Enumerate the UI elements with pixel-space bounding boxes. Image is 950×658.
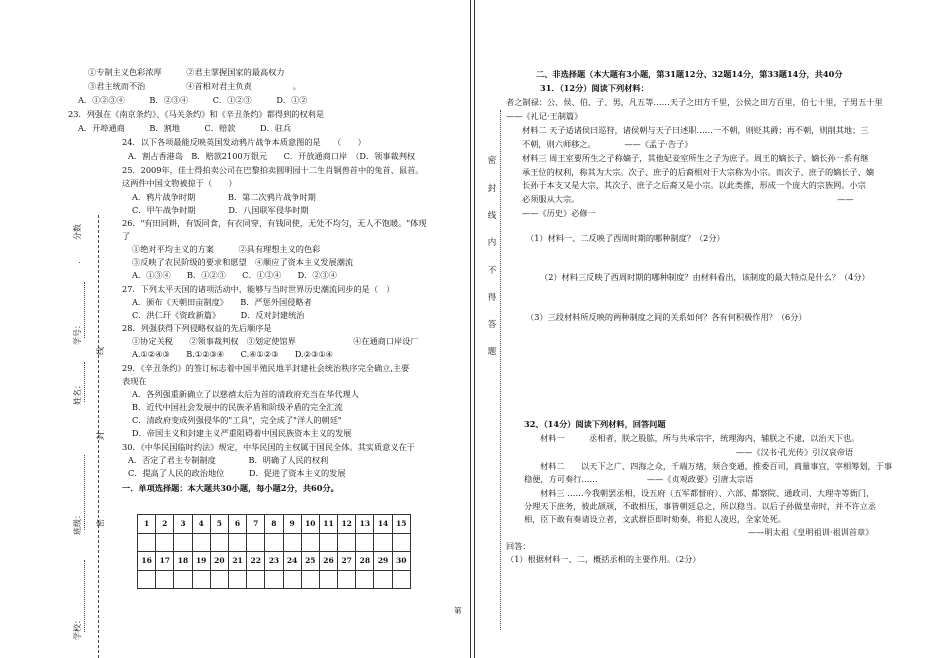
q31-sub-2: （2）材料三反映了西周时期的哪种制度？由材料看出，该制度的最大特点是什么？（4分） [540, 272, 870, 282]
answer-cell[interactable] [356, 570, 374, 589]
material-line: 长孙于本支又是大宗，其次子、庶子之后裔又是小宗。以此类推，形成一个庞大的宗族网。小宗 [522, 180, 866, 190]
grid-number: 29 [374, 552, 392, 571]
grid-number: 19 [192, 552, 210, 571]
question-28: 28．列强获得下列侵略权益的先后顺序是 [122, 323, 272, 333]
choice-line: A．开埠通商 B．割地 C．赔款 D．驻兵 [78, 123, 292, 133]
answer-cell[interactable] [210, 570, 228, 589]
grid-number: 3 [174, 515, 192, 534]
material-line: 承王位的权利，称其为大宗。次子、庶子的后裔相对于大宗称为小宗。而次子、庶子的嫡长子、嫡 [522, 167, 875, 177]
q31-sub-3: （3）三段材料所反映的两种制度之间的关系如何？各有何积极作用？（6分） [526, 312, 807, 322]
grid-number: 28 [356, 552, 374, 571]
grid-number: 11 [319, 515, 337, 534]
material-line: 材料一 丞相者，朕之股肱，所与共承宗宇，统理海内，辅朕之不逮，以治天下也。 [540, 433, 860, 443]
answer-cell[interactable] [356, 533, 374, 552]
grid-number: 12 [338, 515, 356, 534]
grid-number: 7 [247, 515, 265, 534]
grid-number: 14 [374, 515, 392, 534]
option-line: ①专制主义色彩浓厚 ②君主掌握国家的最高权力 [88, 67, 285, 77]
choice-line: A.①②④③ B.①②③④ C.④①②③ D.②③①④ [132, 349, 334, 359]
seal-char: 答 [487, 320, 497, 330]
material-line: 相，臣下敢有奏请设立者，文武群臣即时劾奏，将犯人凌迟，全家处死。 [524, 514, 787, 524]
answer-cell[interactable] [301, 570, 319, 589]
material-line: 必须服从大宗。 —— [522, 194, 854, 204]
grid-number: 6 [228, 515, 246, 534]
fill-line-class [84, 455, 85, 530]
choice-line: B．近代中国社会发展中的民族矛盾和阶级矛盾的完全汇流 [132, 402, 343, 412]
material-line: 分理天下庶务，彼此颉颃，不敢相压，事皆朝廷总之，所以稳当。以后子孙做皇帝时，并不许立丞 [524, 501, 877, 511]
answer-grid-blank-row-1[interactable] [138, 533, 411, 552]
seal-line-right [500, 110, 501, 630]
answer-cell[interactable] [156, 533, 174, 552]
section-two-title: 二、非选择题（本大题有3小题，第31题12分、32题14分，第33题14分，共40分 [536, 69, 843, 79]
grid-number: 30 [392, 552, 410, 571]
grid-number: 15 [392, 515, 410, 534]
grid-number: 1 [138, 515, 156, 534]
fill-line-number [84, 282, 85, 338]
answer-cell[interactable] [138, 533, 156, 552]
option-line: ③君主统而不治 ④首相对君主负责 。 [88, 81, 301, 91]
grid-number: 16 [138, 552, 156, 571]
choice-line: A．颁布《天朝田亩制度》 B．严惩外国侵略者 [132, 297, 312, 307]
answer-cell[interactable] [283, 570, 301, 589]
answer-grid-blank-row-2[interactable] [138, 570, 411, 589]
grid-number: 10 [301, 515, 319, 534]
answer-cell[interactable] [392, 570, 410, 589]
answer-cell[interactable] [228, 570, 246, 589]
question-25: 25．2009年，佳士得拍卖公司在巴黎拍卖圆明园十二生肖铜兽首中的兔首、鼠首。 [122, 165, 424, 175]
grid-number: 18 [174, 552, 192, 571]
page-divider-right [474, 0, 475, 658]
fill-line-name [84, 362, 85, 402]
seal-char-line: 线 [96, 347, 105, 355]
material-line: 稳便，方可奏行…… ——《贞观政要》引唐太宗语 [524, 474, 754, 484]
seal-char: 得 [487, 293, 497, 303]
material-source: ——《礼记·王制篇》 [506, 111, 583, 121]
answer-label: 回答： [506, 541, 531, 551]
seal-char: 内 [487, 238, 497, 248]
material-line: 材料三 ……今我朝罢丞相，设五府（五军都督府）、六部、都察院、通政司、大理寺等衙门， [540, 488, 875, 498]
question-26-cont: 了 [122, 231, 131, 241]
material-line: 者之制禄：公、侯、伯、子、男，凡五等……天子之田方千里，公侯之田方百里，伯七十里，子男五十里 [506, 97, 883, 107]
choice-line: A．①③④ B．①②③ C．①②④ D．②③④ [132, 270, 337, 280]
choice-line: D．帝国主义和封建主义严重阻碍着中国民族资本主义的发展 [132, 428, 352, 438]
answer-cell[interactable] [319, 533, 337, 552]
grid-number: 21 [228, 552, 246, 571]
answer-cell[interactable] [156, 570, 174, 589]
margin-label-class: 班级： [73, 511, 82, 535]
material-line: 材料二 天子适诸侯曰巡狩，诸侯朝与天子曰述职……一不朝，则贬其爵；再不朝，则削其地；三 [522, 125, 869, 135]
grid-number: 13 [356, 515, 374, 534]
fill-line-school [84, 560, 85, 632]
seal-char-secret: 密 [96, 519, 105, 527]
choice-line: C．提高了人民的政治地位 D．促进了资本主义的发展 [128, 468, 346, 478]
choice-line: A．①②③④ B．②③④ C．①②③ D．①② [78, 95, 308, 105]
material-line: 材料三 周王室要所生之子称嫡子，其他妃妾室所生之子为庶子。周王的嫡长子、嫡长孙一系有继 [522, 153, 869, 163]
grid-number: 8 [265, 515, 283, 534]
grid-number: 26 [319, 552, 337, 571]
question-31-title: 31．（12分）阅读下列材料： [540, 83, 649, 93]
seal-char: 密 [487, 156, 497, 166]
grid-number: 24 [283, 552, 301, 571]
choice-line: A．否定了君主专制制度 B．明确了人民的权利 [128, 455, 329, 465]
question-29-cont: 表现在 [122, 376, 147, 386]
material-line: 材料二 以天下之广、四海之众，千端万绪，须合变通，推委百司，商量事宜，宰相筹划，于事 [540, 461, 893, 471]
answer-cell[interactable] [210, 533, 228, 552]
page-divider [470, 0, 471, 658]
grid-number: 4 [192, 515, 210, 534]
question-23: 23．列强在《南京条约》、《马关条约》和《辛丑条约》都得到的权利是 [68, 109, 325, 119]
option-line: ③反映了农民阶级的要求和愿望 ④顺应了资本主义发展潮流 [132, 257, 354, 267]
margin-label-school: 学校： [73, 616, 82, 640]
answer-cell[interactable] [301, 533, 319, 552]
grid-number: 25 [301, 552, 319, 571]
answer-grid [137, 514, 411, 589]
grid-number: 9 [283, 515, 301, 534]
choice-line: C．洪仁玕《资政新篇》 D．反对封建统治 [132, 310, 305, 320]
margin-label-score: 分数 [73, 224, 82, 240]
material-source: ——明太祖《皇明祖训·祖训首章》 [748, 527, 874, 537]
grid-number: 22 [247, 552, 265, 571]
grid-number: 23 [265, 552, 283, 571]
answer-cell[interactable] [374, 533, 392, 552]
margin-label-number: 学号： [73, 321, 82, 345]
answer-cell[interactable] [338, 533, 356, 552]
option-line: ①协定关税 ②领事裁判权 ③划定使馆界 ④在通商口岸设厂 [132, 336, 419, 346]
answer-cell[interactable] [228, 533, 246, 552]
seal-char: 不 [487, 266, 497, 276]
material-line: 不朝，则六师移之。 ——《孟子·告子》 [522, 139, 693, 149]
grid-number: 27 [338, 552, 356, 571]
section-one-title: 一．单项选择题：本大题共30小题，每小题2分，共60分。 [122, 483, 339, 493]
grid-number: 20 [210, 552, 228, 571]
choice-line: C．甲午战争时期 D．八国联军侵华时期 [132, 205, 309, 215]
choice-line: C．清政府变成列强侵华的"工具"，完全成了"洋人的朝廷" [132, 415, 342, 425]
answer-cell[interactable] [247, 570, 265, 589]
grid-number: 2 [156, 515, 174, 534]
question-32-title: 32、（14分）阅读下列材料，回答问题 [524, 419, 666, 429]
seal-char: 封 [487, 184, 497, 194]
material-source: ——《历史》必修一 [522, 208, 596, 218]
grid-number: 5 [210, 515, 228, 534]
choice-line: A．鸦片战争时期 B．第二次鸦片战争时期 [132, 192, 316, 202]
seal-char-seal: 封 [96, 432, 105, 440]
seal-char: 题 [487, 347, 497, 357]
score-blank [79, 262, 80, 263]
question-25-cont: 这两件中国文物被掠于（ ） [122, 178, 237, 188]
answer-cell[interactable] [138, 570, 156, 589]
question-24: 24．以下各项最能反映英国发动鸦片战争本质意图的是 （ ） [122, 137, 366, 147]
question-30: 30．《中华民国临时约法》规定，中华民国的主权属于国民全体。其实质意义在于 [122, 442, 415, 452]
option-line: ①绝对平均主义的方案 ②具有理想主义的色彩 [132, 244, 321, 254]
choice-line: A．各列强重新确立了以慈禧太后为首的清政府充当在华代理人 [132, 389, 359, 399]
question-29: 29．《辛丑条约》的签订标志着中国半殖民地半封建社会统治秩序完全确立,主要 [122, 363, 410, 373]
answer-cell[interactable] [392, 533, 410, 552]
answer-cell[interactable] [192, 533, 210, 552]
answer-grid-number-row-1 [138, 515, 411, 534]
answer-cell[interactable] [265, 570, 283, 589]
margin-label-name: 姓名： [73, 381, 82, 405]
answer-cell[interactable] [174, 533, 192, 552]
choice-line: A．割占香港岛 B．赔款2100万银元 C．开放通商口岸 （D．领事裁判权 [128, 151, 416, 161]
q32-sub-1: （1）根据材料一、二，概括丞相的主要作用。（2分） [506, 554, 701, 564]
answer-cell[interactable] [374, 570, 392, 589]
question-27: 27．下列太平天国的诸项活动中，能够与当时世界历史潮流同步的是（ ） [122, 284, 395, 294]
answer-grid-number-row-2 [138, 552, 411, 571]
answer-cell[interactable] [174, 570, 192, 589]
grid-number: 17 [156, 552, 174, 571]
answer-cell[interactable] [283, 533, 301, 552]
material-source: ——《汉书·孔光传》引汉哀帝语 [736, 447, 854, 457]
answer-cell[interactable] [319, 570, 337, 589]
answer-cell[interactable] [338, 570, 356, 589]
seal-char: 线 [487, 211, 497, 221]
answer-cell[interactable] [247, 533, 265, 552]
page-mark: 第 [454, 606, 462, 615]
answer-cell[interactable] [192, 570, 210, 589]
answer-cell[interactable] [265, 533, 283, 552]
question-26: 26．"有田同耕，有饭同食，有衣同穿，有钱同使，无处不均匀，无人不饱暖。"体现 [122, 218, 427, 228]
q31-sub-1: （1）材料一、二反映了西周时期的哪种制度？（2分） [526, 233, 725, 243]
